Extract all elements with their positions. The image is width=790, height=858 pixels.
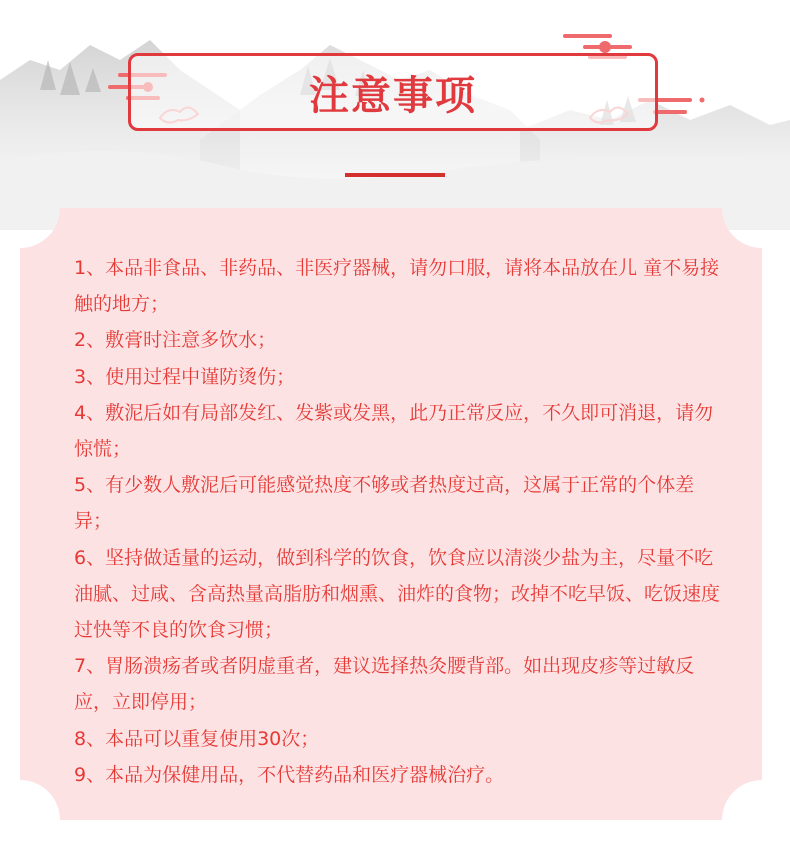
list-item: 3、使用过程中谨防烫伤； xyxy=(74,365,296,388)
notes-list xyxy=(74,250,722,793)
list-item: 1、本品非食品、非药品、非医疗器械，请勿口服，请将本品放在儿 童不易接触的地方； xyxy=(74,257,720,316)
list-item: 7、胃肠溃疡者或者阴虚重者，建议选择热灸腰背部。如出现皮疹等过敏反应，立即停用； xyxy=(74,655,695,714)
list-item: 5、有少数人敷泥后可能感觉热度不够或者热度过高，这属于正常的个体差异； xyxy=(74,474,695,533)
page-title: 注意事项 xyxy=(309,72,477,119)
list-item: 2、敷膏时注意多饮水； xyxy=(74,329,277,352)
list-item: 9、本品为保健用品，不代替药品和医疗器械治疗。 xyxy=(74,763,505,786)
list-item: 4、敷泥后如有局部发红、发紫或发黑，此乃正常反应，不久即可消退，请勿惊慌； xyxy=(74,401,714,461)
list-item: 6、坚持做适量的运动，做到科学的饮食，饮食应以清淡少盐为主，尽量不吃油腻、过咸、含高热量高脂肪和烟熏、油炸的食物；改掉不吃早饭、吃饭速度过快等不良的饮食习惯； xyxy=(74,546,721,642)
list-item: 8、本品可以重复使用30次； xyxy=(74,727,320,750)
title-underline xyxy=(345,173,445,177)
